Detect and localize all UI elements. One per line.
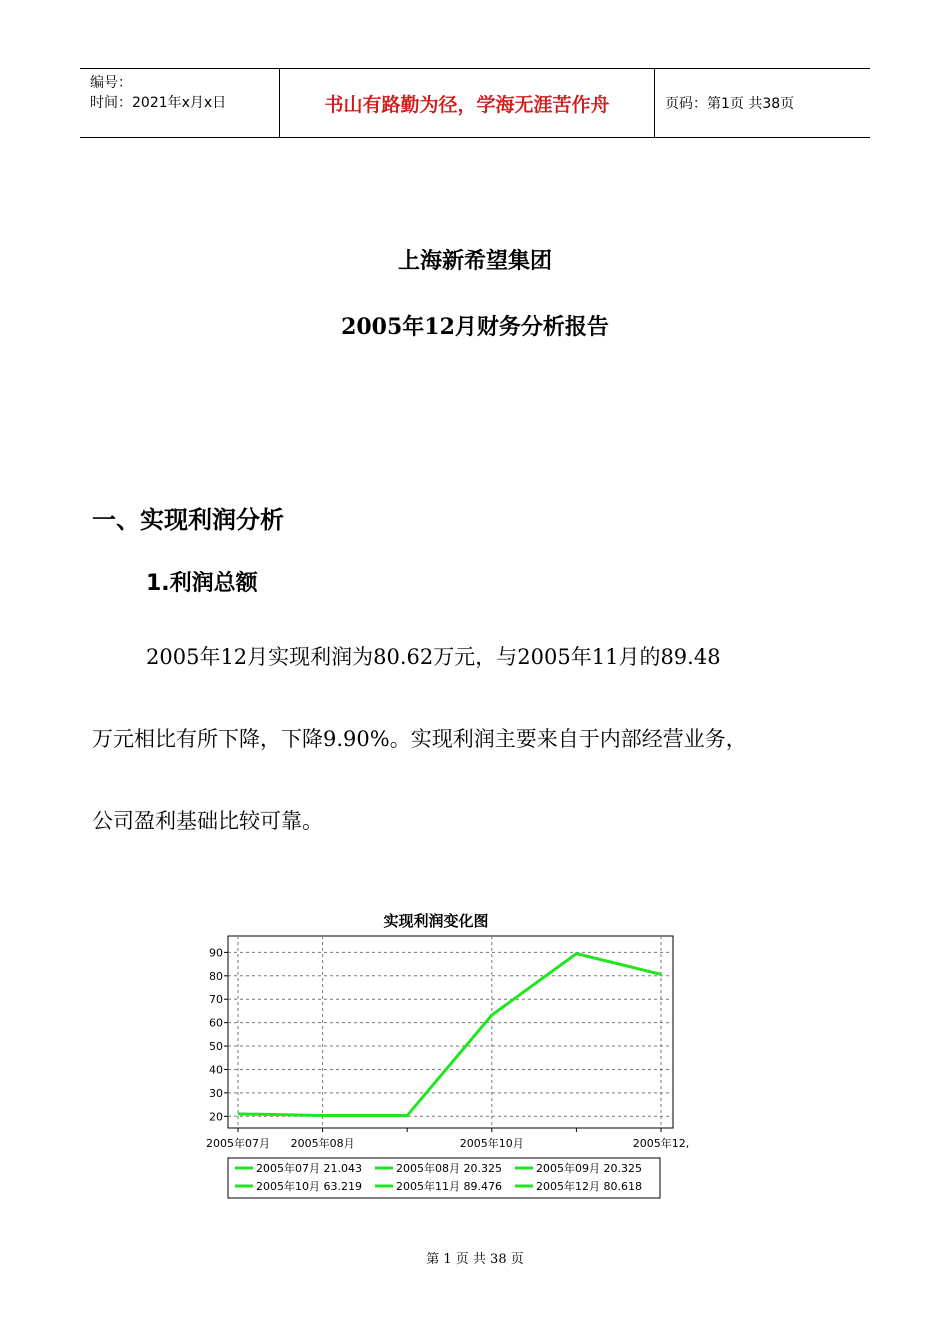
header-page-info: 页码：第1页 共38页 [665, 96, 795, 112]
y-tick-label: 30 [209, 1086, 223, 1100]
profit-line-chart [195, 904, 705, 1204]
y-tick-label: 50 [209, 1040, 223, 1054]
legend-entry: 2005年12月 80.618 [536, 1180, 642, 1193]
y-tick-label: 80 [209, 969, 223, 983]
legend-entry: 2005年10月 63.219 [256, 1180, 362, 1193]
header-motto: 书山有路勤为径，学海无涯苦作舟 [280, 69, 655, 137]
page-footer: 第 1 页 共 38 页 [426, 1252, 524, 1267]
number-label: 编号： [90, 75, 132, 91]
x-tick-label: 2005年08月 [290, 1137, 355, 1150]
y-tick-label: 70 [209, 993, 223, 1007]
y-tick-label: 60 [209, 1016, 223, 1030]
paragraph-line: 公司盈利基础比较可靠。 [92, 809, 323, 833]
y-axis-ticks [209, 946, 228, 1123]
legend-entry: 2005年11月 89.476 [396, 1180, 502, 1193]
paragraph-line: 2005年12月实现利润为80.62万元，与2005年11月的89.48 [146, 645, 721, 669]
page-header [80, 68, 870, 138]
y-tick-label: 40 [209, 1063, 223, 1077]
report-title: 2005年12月财务分析报告 [341, 314, 609, 340]
section-heading: 一、实现利润分析 [92, 506, 284, 534]
legend-entry: 2005年08月 20.325 [396, 1162, 502, 1175]
subsection-heading: 1.利润总额 [146, 571, 258, 596]
plot-area [228, 936, 673, 1128]
body-paragraph [92, 616, 872, 862]
x-tick-label: 2005年10月 [459, 1137, 524, 1150]
time-label: 时间：2021年x月x日 [90, 95, 227, 111]
chart-legend [228, 1158, 660, 1198]
x-axis-ticks [206, 1128, 689, 1150]
header-meta [80, 69, 280, 137]
x-tick-label: 2005年12, [632, 1137, 690, 1150]
chart-title: 实现利润变化图 [383, 912, 489, 930]
x-tick-label: 2005年07月 [206, 1137, 270, 1150]
legend-entry: 2005年09月 20.325 [536, 1162, 642, 1175]
y-tick-label: 20 [209, 1110, 223, 1124]
paragraph-line: 万元相比有所下降，下降9.90%。实现利润主要来自于内部经营业务， [92, 727, 747, 751]
y-tick-label: 90 [209, 946, 223, 960]
legend-entry: 2005年07月 21.043 [256, 1162, 362, 1175]
company-name: 上海新希望集团 [397, 248, 552, 274]
